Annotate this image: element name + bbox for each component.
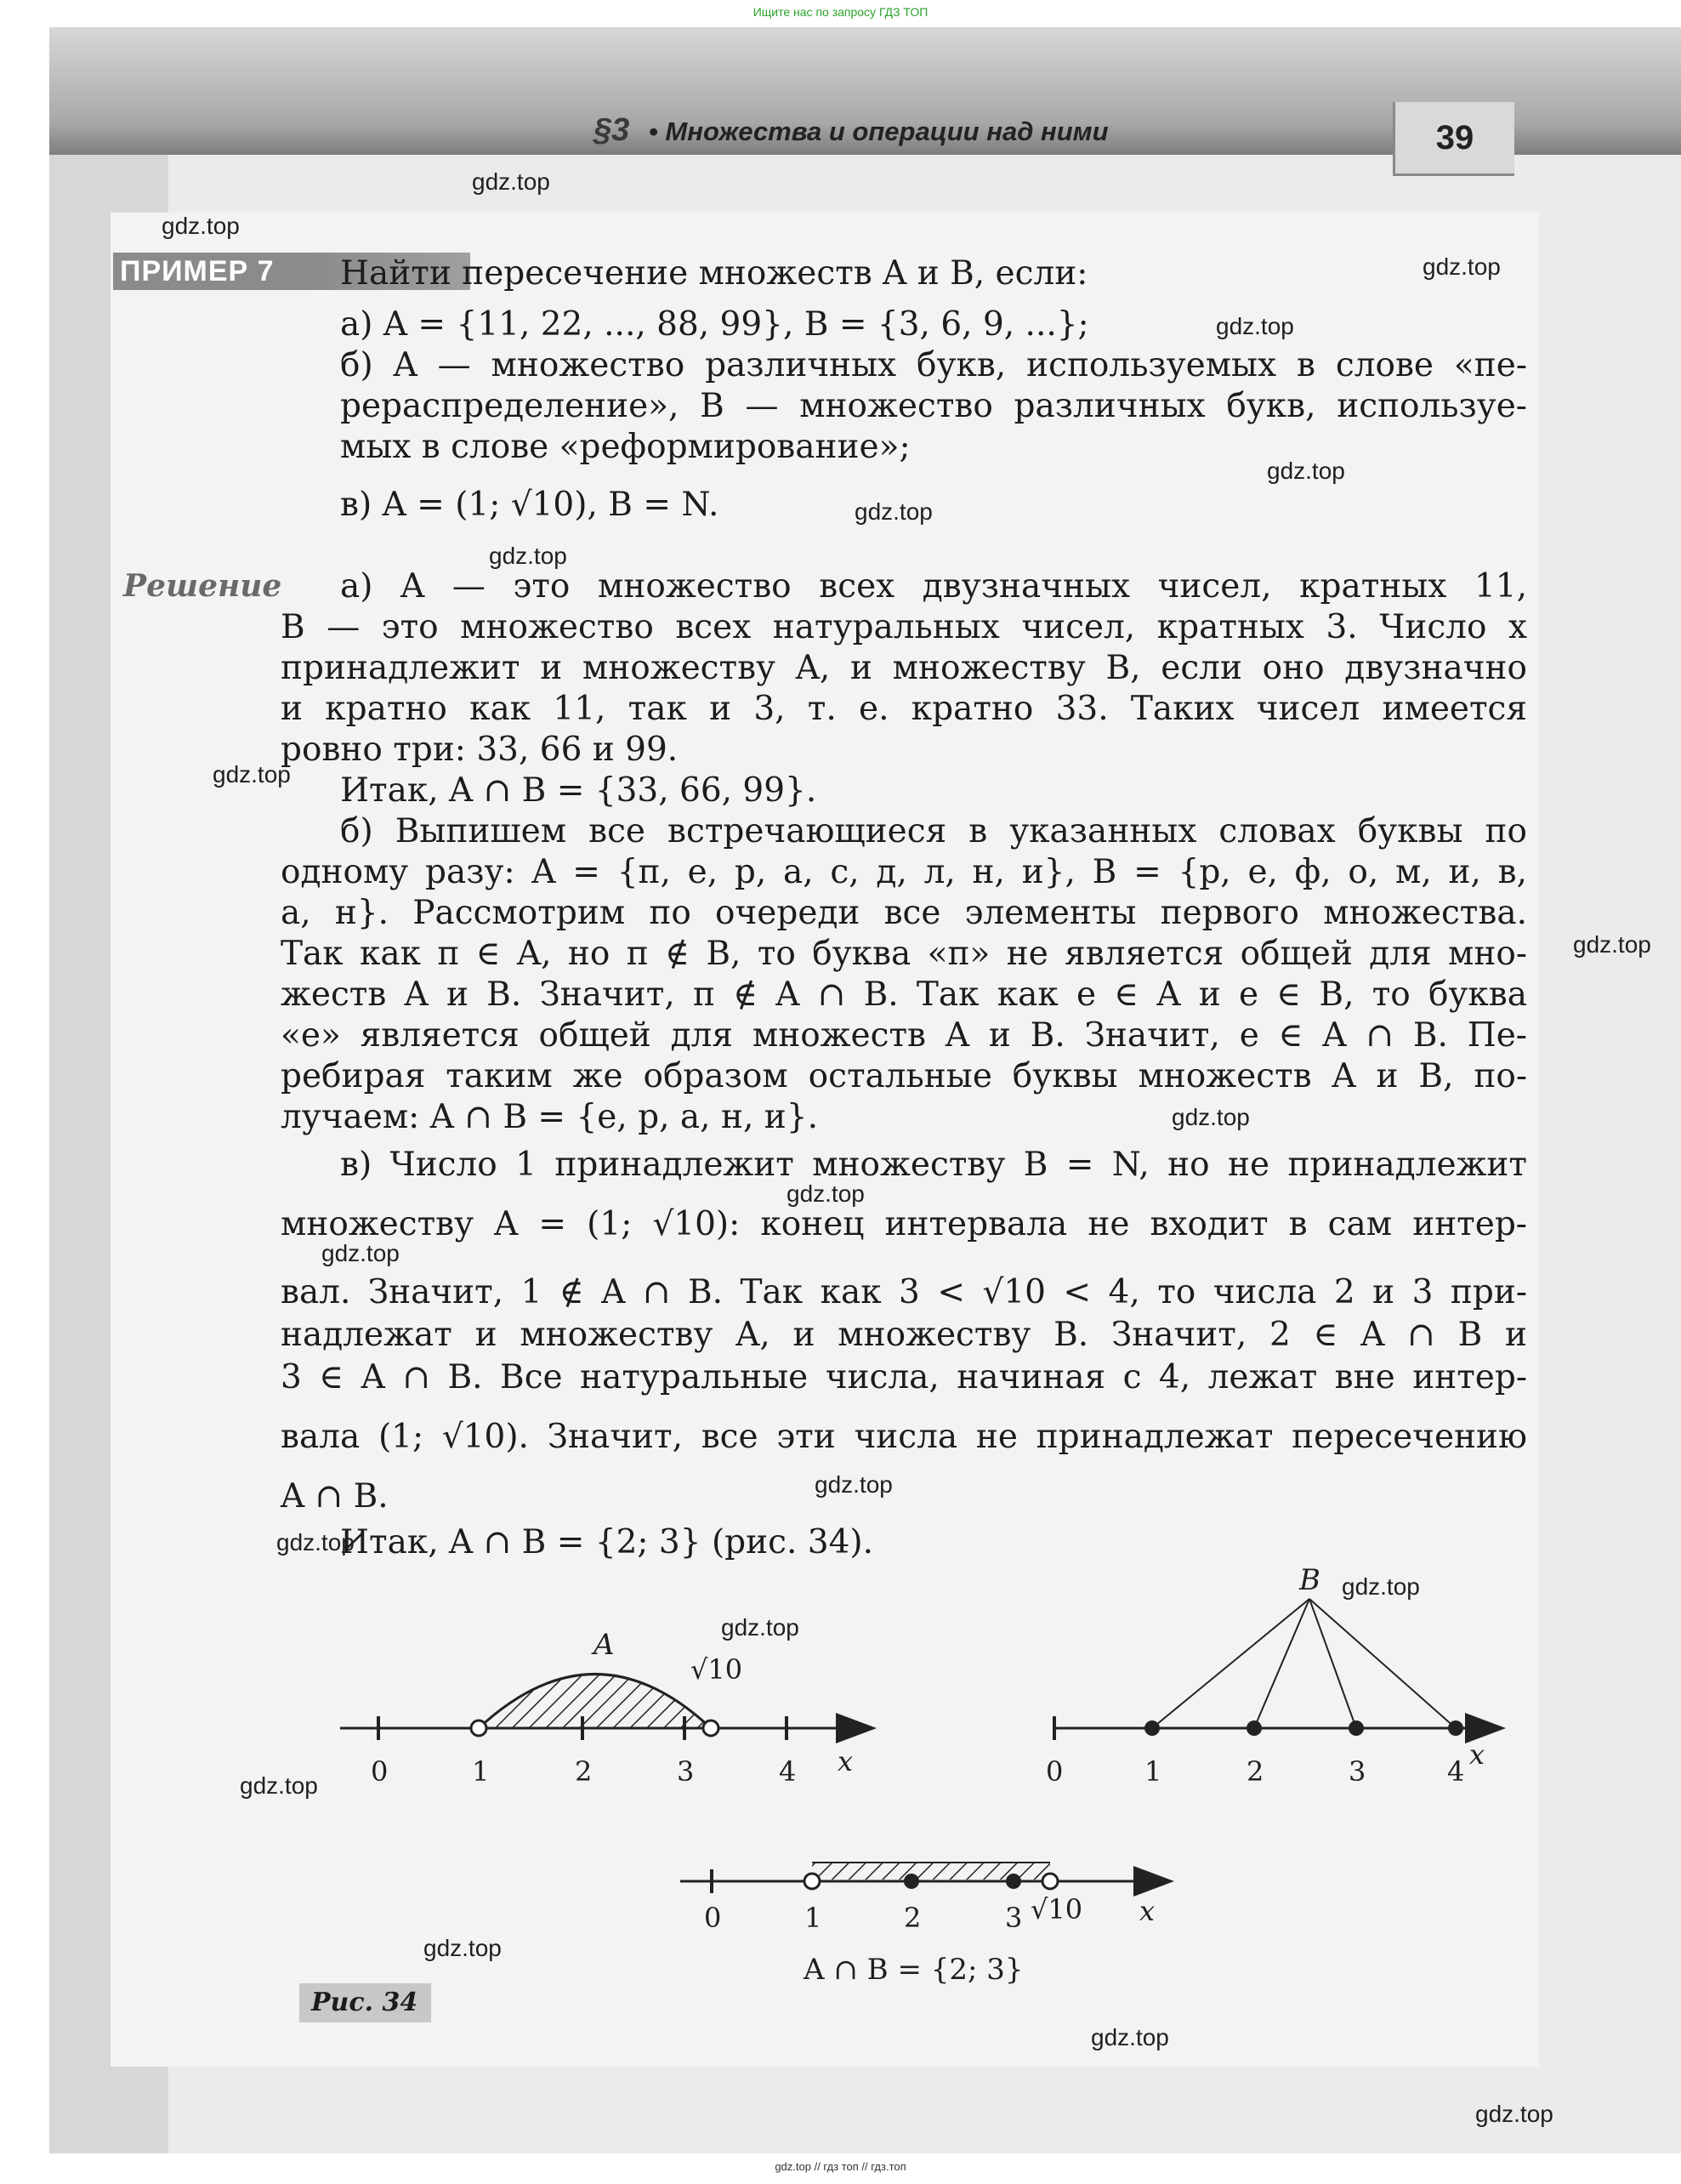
tick-label: 1 (472, 1755, 490, 1788)
open-point (471, 1720, 486, 1736)
text-line: и кратно как 11, так и 3, т. е. кратно 33. Таких чисел имеется (281, 690, 1527, 728)
text-line: надлежат и множеству A, и множеству B. Значит, 2 ∈ A ∩ B и (281, 1316, 1527, 1354)
axis-left (340, 1675, 872, 1741)
text-line: в) Число 1 принадлежит множеству B = N, но не принадлежит (340, 1146, 1527, 1184)
text-line: «е» является общей для множеств A и B. Значит, е ∈ A ∩ B. Пе- (281, 1016, 1527, 1055)
set-a-label: A (593, 1628, 615, 1662)
section-number: §3 (593, 112, 630, 148)
axis-x-label: x (1139, 1895, 1156, 1927)
watermark: gdz.top (276, 1529, 355, 1556)
section-title: Множества и операции над ними (665, 117, 1109, 146)
text-line: мых в слове «реформирование»; (340, 428, 911, 466)
text-line: Итак, A ∩ B = {33, 66, 99}. (340, 771, 817, 810)
tick-label: 0 (704, 1902, 722, 1934)
solution-label: Решение (123, 568, 282, 604)
watermark: gdz.top (321, 1240, 400, 1266)
filled-point (1006, 1874, 1021, 1889)
watermark: gdz.top (1423, 253, 1501, 280)
example-label: ПРИМЕР 7 (113, 253, 470, 290)
header-bullet: • (648, 117, 658, 146)
tick-label: 3 (1349, 1755, 1366, 1788)
interval-a-arc (479, 1675, 711, 1729)
watermark: gdz.top (721, 1614, 799, 1641)
filled-point (904, 1874, 919, 1889)
watermark: gdz.top (855, 498, 933, 525)
tick-label: 4 (779, 1755, 797, 1788)
open-point (1042, 1874, 1058, 1889)
text-line: одному разу: A = {п, е, р, а, с, д, л, н, и}, B = {р, е, ф, о, м, и, в, (281, 853, 1527, 891)
open-point (703, 1720, 718, 1736)
watermark: gdz.top (1475, 2101, 1553, 2127)
text-line: Так как п ∈ A, но п ∉ B, то буква «п» не является общей для мно- (281, 935, 1527, 973)
tick-label: 3 (1005, 1902, 1023, 1934)
filled-point (1349, 1720, 1364, 1736)
sqrt-label: √10 (690, 1653, 743, 1686)
text-line: множеству A = (1; √10): конец интервала не входит в сам интер- (281, 1205, 1527, 1243)
pointer-line (1309, 1599, 1356, 1728)
watermark: gdz.top (240, 1772, 318, 1799)
watermark: gdz.top (472, 168, 550, 195)
text-line: Итак, A ∩ B = {2; 3} (рис. 34). (340, 1523, 874, 1561)
text-line: ровно три: 33, 66 и 99. (281, 731, 679, 769)
top-note: Ищите нас по запросу ГДЗ ТОП (752, 5, 929, 19)
axis-bottom (680, 1863, 1169, 1893)
text-line: вал. Значит, 1 ∉ A ∩ B. Так как 3 < √10 < 4, то числа 2 и 3 при- (281, 1273, 1527, 1311)
watermark: gdz.top (1267, 458, 1345, 484)
tick-label: 2 (1247, 1755, 1264, 1788)
tick-label: 2 (904, 1902, 922, 1934)
watermark: gdz.top (787, 1180, 865, 1207)
watermark: gdz.top (423, 1935, 502, 1961)
tick-label: 4 (1447, 1755, 1465, 1788)
text-line: B — это множество всех натуральных чисел, кратных 3. Число x (281, 608, 1527, 646)
text-line: ребирая таким же образом остальные буквы множеств A и B, по- (281, 1057, 1527, 1095)
tick-label: 1 (1144, 1755, 1162, 1788)
text-line: 3 ∈ A ∩ B. Все натуральные числа, начиная с 4, лежат вне интер- (281, 1358, 1527, 1396)
text-line: б) A — множество различных букв, используемых в слове «пе- (340, 346, 1527, 384)
watermark: gdz.top (489, 543, 567, 569)
page-number: 39 (1393, 102, 1514, 176)
text-line: жеств A и B. Значит, п ∉ A ∩ B. Так как е ∈ A и е ∈ B, то буква (281, 975, 1527, 1014)
pointer-line (1254, 1599, 1309, 1728)
watermark: gdz.top (162, 213, 240, 239)
tick-label: 3 (677, 1755, 695, 1788)
text-line: вала (1; √10). Значит, все эти числа не принадлежат пересечению (281, 1418, 1527, 1456)
filled-point (1448, 1720, 1463, 1736)
tick-label: 2 (575, 1755, 593, 1788)
watermark: gdz.top (1091, 2024, 1169, 2050)
text-line: Найти пересечение множеств A и B, если: (340, 254, 1088, 293)
filled-point (1247, 1720, 1262, 1736)
watermark: gdz.top (1342, 1573, 1420, 1600)
tick-label: 0 (371, 1755, 389, 1788)
tick-label: 0 (1046, 1755, 1064, 1788)
text-line: в) A = (1; √10), B = N. (340, 486, 719, 524)
set-b-label: B (1299, 1563, 1320, 1597)
tick-label: 1 (804, 1902, 822, 1934)
watermark: gdz.top (1172, 1104, 1250, 1130)
open-point (804, 1874, 820, 1889)
watermark: gdz.top (1573, 931, 1651, 958)
text-line: а) A — это множество всех двузначных чисел, кратных 11, (340, 567, 1527, 606)
text-line: A ∩ B. (281, 1477, 389, 1516)
axis-right (1054, 1599, 1501, 1740)
intersection-caption: A ∩ B = {2; 3} (804, 1953, 1024, 1987)
filled-point (1144, 1720, 1160, 1736)
watermark: gdz.top (815, 1471, 893, 1498)
axis-x-label: x (1469, 1738, 1485, 1771)
watermark: gdz.top (213, 761, 291, 788)
text-line: б) Выпишем все встречающиеся в указанных словах буквы по (340, 812, 1527, 850)
axis-x-label: x (838, 1745, 854, 1777)
pointer-line (1309, 1599, 1456, 1728)
sqrt-label: √10 (1031, 1893, 1083, 1925)
watermark: gdz.top (1216, 313, 1294, 339)
text-line: а, н}. Рассмотрим по очереди все элементы первого множества. (281, 894, 1527, 932)
text-line: а) A = {11, 22, ..., 88, 99}, B = {3, 6, 9, ...}; (340, 305, 1089, 344)
text-line: принадлежит и множеству A, и множеству B, если оно двузначно (281, 649, 1527, 687)
bottom-note: gdz.top // гдз топ // гдз.топ (775, 2160, 906, 2173)
pointer-line (1152, 1599, 1309, 1728)
figure-label: Рис. 34 (299, 1983, 431, 2022)
text-line: лучаем: A ∩ B = {е, р, а, н, и}. (281, 1098, 818, 1136)
text-line: рераспределение», B — множество различных букв, используе- (340, 387, 1527, 425)
